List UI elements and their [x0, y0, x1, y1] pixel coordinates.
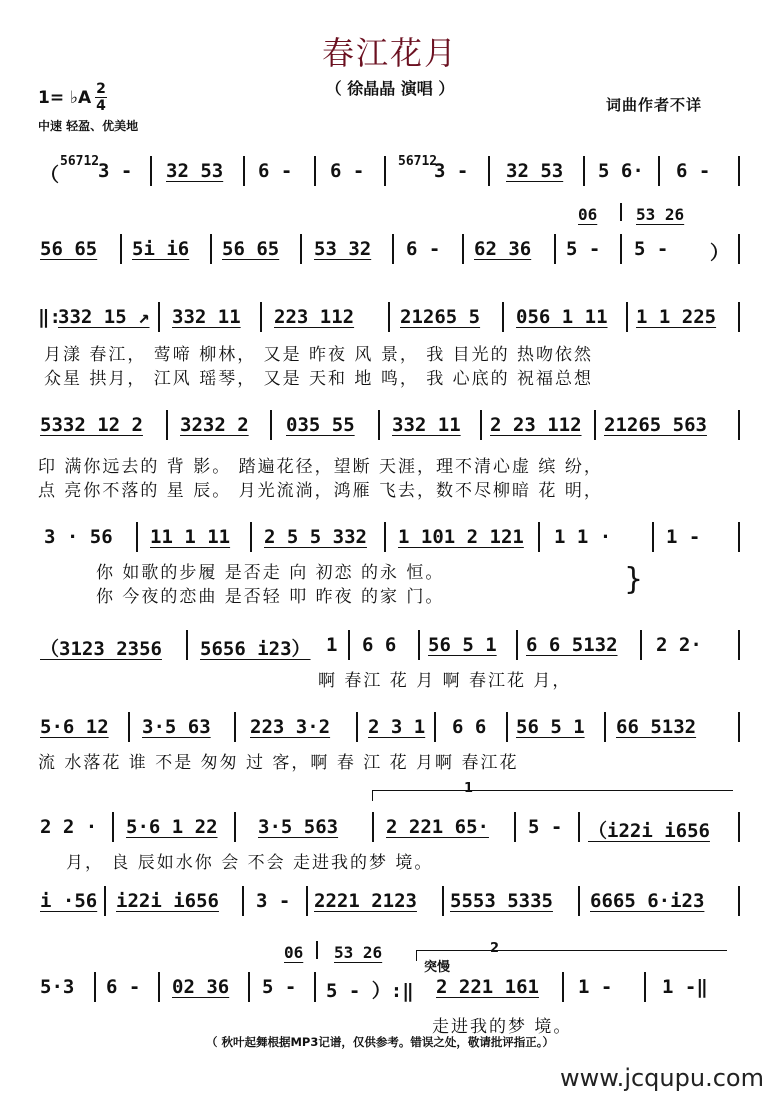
- measure: 56 5 1: [428, 634, 497, 656]
- tempo-marking: 中速 轻盈、优美地: [38, 119, 139, 133]
- measure: 332 11: [392, 414, 461, 436]
- score-row-7: [38, 716, 744, 748]
- measure: 32 53: [506, 160, 564, 182]
- measure: 53 26: [636, 205, 685, 224]
- measure: 3 -: [256, 890, 291, 912]
- measure: 66 5132: [616, 716, 697, 738]
- measure: 2 2·: [656, 634, 702, 656]
- measure: 3232 2: [180, 414, 249, 436]
- author-credit: 词曲作者不详: [606, 96, 703, 114]
- measure: 2 3 1: [368, 716, 426, 738]
- measure: 3 -: [98, 160, 133, 182]
- verse-brace: }: [624, 562, 644, 597]
- measure: （3123 2356: [40, 638, 162, 660]
- singer-credit: （ 徐晶晶 演唱 ）: [325, 79, 455, 98]
- lyric-chorus-line2: 流 水落花 谁 不是 匆匆 过 客，啊 春 江 花 月啊 春江花: [38, 753, 519, 773]
- measure: 3·5 563: [258, 816, 339, 838]
- lyric-chorus-line3: 月， 良 辰如水你 会 不会 走进我的梦 境。: [66, 853, 434, 873]
- score-row-4: [38, 414, 744, 446]
- lyric-verse1-line2: 印 满你远去的 背 影。 踏遍花径，望断 天涯，理不清心虚 缤 纷，: [38, 457, 603, 477]
- measure: 056 1 11: [516, 306, 608, 328]
- measure: 6 -: [258, 160, 293, 182]
- measure: i22i i656: [116, 890, 219, 912]
- measure: 5 -: [566, 238, 601, 260]
- measure: 332 11: [172, 306, 241, 328]
- score-row-3: [38, 306, 744, 338]
- measure: ）: [710, 242, 730, 264]
- measure: 2 221 161: [436, 976, 539, 998]
- measure: 06: [578, 205, 598, 224]
- repeat-start: ‖:: [38, 306, 61, 328]
- measure: 5·3: [40, 976, 75, 998]
- measure: 6 6: [452, 716, 487, 738]
- lyric-verse1-line1: 月漾 春江， 莺啼 柳林， 又是 昨夜 风 景， 我 目光的 热吻依然: [44, 345, 594, 365]
- score-row-10: [38, 976, 744, 1008]
- measure: 1 -: [666, 526, 701, 548]
- measure: （i22i i656: [588, 820, 710, 842]
- measure: 5 -: [528, 816, 563, 838]
- volta-2-label: 2: [490, 941, 500, 956]
- measure: 3 -: [434, 160, 469, 182]
- measure: 02 36: [172, 976, 230, 998]
- measure: 6 -: [330, 160, 365, 182]
- lyric-verse2-line3: 你 今夜的恋曲 是否轻 叩 昨夜 的家 门。: [96, 587, 445, 607]
- measure: 56 5 1: [516, 716, 585, 738]
- measure: 32 53: [166, 160, 224, 182]
- measure: 53 32: [314, 238, 372, 260]
- grace-notes: 56712: [60, 154, 100, 169]
- measure: 5 6·: [598, 160, 644, 182]
- time-top: 2: [96, 81, 106, 97]
- measure: 6 -: [676, 160, 711, 182]
- measure: 11 1 11: [150, 526, 231, 548]
- score-row-2: [38, 238, 744, 270]
- measure: 6 -: [106, 976, 141, 998]
- lyric-verse1-line3: 你 如歌的步履 是否走 向 初恋 的永 恒。: [96, 563, 445, 583]
- measure: 6 -: [406, 238, 441, 260]
- time-bottom: 4: [96, 98, 106, 114]
- lyric-ending: 走进我的梦 境。: [432, 1017, 573, 1037]
- measure: 6 6 5132: [526, 634, 618, 656]
- measure: 21265 5: [400, 306, 481, 328]
- measure: 1 101 2 121: [398, 526, 524, 548]
- measure: 2 5 5 332: [264, 526, 367, 548]
- measure: 53 26: [334, 943, 383, 962]
- volta-2-bracket: [416, 950, 727, 961]
- measure: 2 2 ·: [40, 816, 98, 838]
- measure: 223 3·2: [250, 716, 331, 738]
- measure: 5 - ）:‖: [326, 980, 414, 1002]
- measure: 1 1 225: [636, 306, 717, 328]
- measure: 5·6 1 22: [126, 816, 218, 838]
- measure: （: [40, 164, 60, 186]
- grace-notes: 56712: [398, 154, 438, 169]
- measure: 56 65: [222, 238, 280, 260]
- measure: 1 -: [578, 976, 613, 998]
- score-row-5: [38, 526, 744, 558]
- measure: 223 112: [274, 306, 355, 328]
- measure: 5332 12 2: [40, 414, 143, 436]
- measure: 5·6 12: [40, 716, 109, 738]
- score-row-6: [38, 634, 744, 666]
- website-watermark: www.jcqupu.com: [560, 1064, 764, 1092]
- key-signature: 1= ♭A: [38, 88, 92, 108]
- measure: i ·56: [40, 890, 98, 912]
- measure: 3·5 63: [142, 716, 211, 738]
- measure: 6 6: [362, 634, 397, 656]
- score-alt-row-2: [38, 205, 744, 237]
- measure: 1 -‖: [662, 976, 708, 998]
- lyric-verse2-line1: 众星 拱月， 江风 瑶琴， 又是 天和 地 鸣， 我 心底的 祝福总想: [44, 369, 594, 389]
- measure: 21265 563: [604, 414, 707, 436]
- measure: 332 15 ↗: [58, 306, 150, 328]
- time-signature: [95, 82, 107, 113]
- measure: 5656 i23）: [200, 638, 311, 660]
- volta-1-bracket: [372, 790, 733, 801]
- measure: 5 -: [634, 238, 669, 260]
- measure: 06: [284, 943, 304, 962]
- measure: 5i i6: [132, 238, 190, 260]
- measure: 1 1 ·: [554, 526, 612, 548]
- tempo-change: 突慢: [424, 960, 451, 975]
- score-row-1: [38, 154, 744, 192]
- measure: 3 · 56: [44, 526, 113, 548]
- score-row-9: [38, 890, 744, 922]
- measure: 2 23 112: [490, 414, 582, 436]
- lyric-verse2-line2: 点 亮你不落的 星 辰。 月光流淌，鸿雁 飞去，数不尽柳暗 花 明，: [38, 481, 603, 501]
- measure: 1: [326, 634, 338, 656]
- measure: 5553 5335: [450, 890, 553, 912]
- measure: 2221 2123: [314, 890, 417, 912]
- measure: 62 36: [474, 238, 532, 260]
- measure: 2 221 65·: [386, 816, 489, 838]
- measure: 6665 6·i23: [590, 890, 705, 912]
- measure: 5 -: [262, 976, 297, 998]
- lyric-chorus-line1: 啊 春江 花 月 啊 春江花 月，: [318, 671, 572, 691]
- measure: 035 55: [286, 414, 355, 436]
- measure: 56 65: [40, 238, 98, 260]
- volta-1-label: 1: [464, 781, 474, 796]
- song-title: 春江花月: [321, 34, 458, 72]
- transcription-note: （ 秋叶起舞根据MP3记谱，仅供参考。错误之处，敬请批评指正。）: [205, 1035, 555, 1049]
- score-row-8: [38, 816, 744, 848]
